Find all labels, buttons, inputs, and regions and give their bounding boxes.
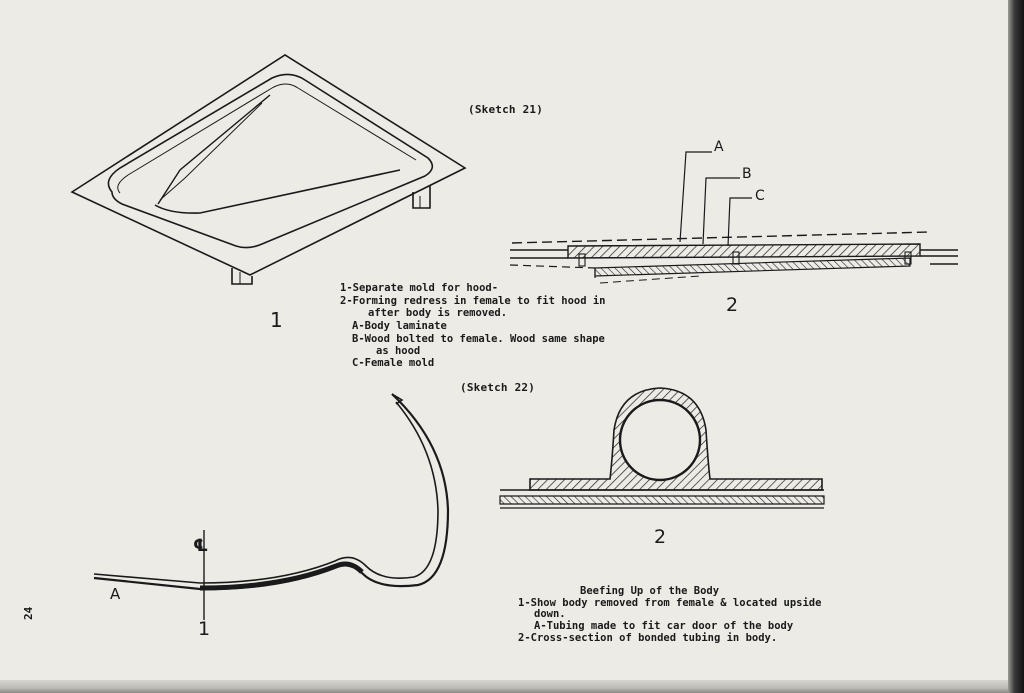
sketch21-fig1-hood-mold xyxy=(72,55,465,284)
sketch22-fig2-label: 2 xyxy=(654,526,667,548)
note-line: 2-Forming redress in female to fit hood in xyxy=(340,295,606,307)
sketch22-caption: (Sketch 22) xyxy=(460,381,536,394)
sketch21-fig2-label: 2 xyxy=(726,294,739,316)
note-line: A-Body laminate xyxy=(352,320,447,332)
sketch21-fig1-label: 1 xyxy=(270,308,283,332)
sketch22-fig1-door-profile xyxy=(94,394,448,620)
note-line: after body is removed. xyxy=(368,307,508,319)
note-line: A-Tubing made to fit car door of the body xyxy=(534,620,794,632)
note-line: 1-Separate mold for hood- xyxy=(340,282,499,294)
note-line: 1-Show body removed from female & located upside xyxy=(518,597,822,609)
note-line: 2-Cross-section of bonded tubing in body. xyxy=(518,632,778,644)
note-line: B-Wood bolted to female. Wood same shape xyxy=(352,333,605,345)
callout-a: A xyxy=(714,139,724,155)
page-number: 24 xyxy=(22,606,35,620)
sketch22-title: Beefing Up of the Body xyxy=(580,585,720,597)
sketch22-fig2-tubing-section xyxy=(500,388,824,508)
note-line: as hood xyxy=(376,345,421,357)
sketch21-caption: (Sketch 21) xyxy=(468,103,544,116)
sketch22-fig1-label: 1 xyxy=(198,618,211,640)
callout-c: C xyxy=(755,188,765,204)
note-line: down. xyxy=(534,608,566,620)
sketch22-label-a: A xyxy=(110,585,121,603)
callout-b: B xyxy=(742,166,752,182)
note-line: C-Female mold xyxy=(352,357,435,369)
centerline-icon: ℄ xyxy=(193,536,209,556)
sketch21-fig2-cross-section xyxy=(510,152,958,283)
